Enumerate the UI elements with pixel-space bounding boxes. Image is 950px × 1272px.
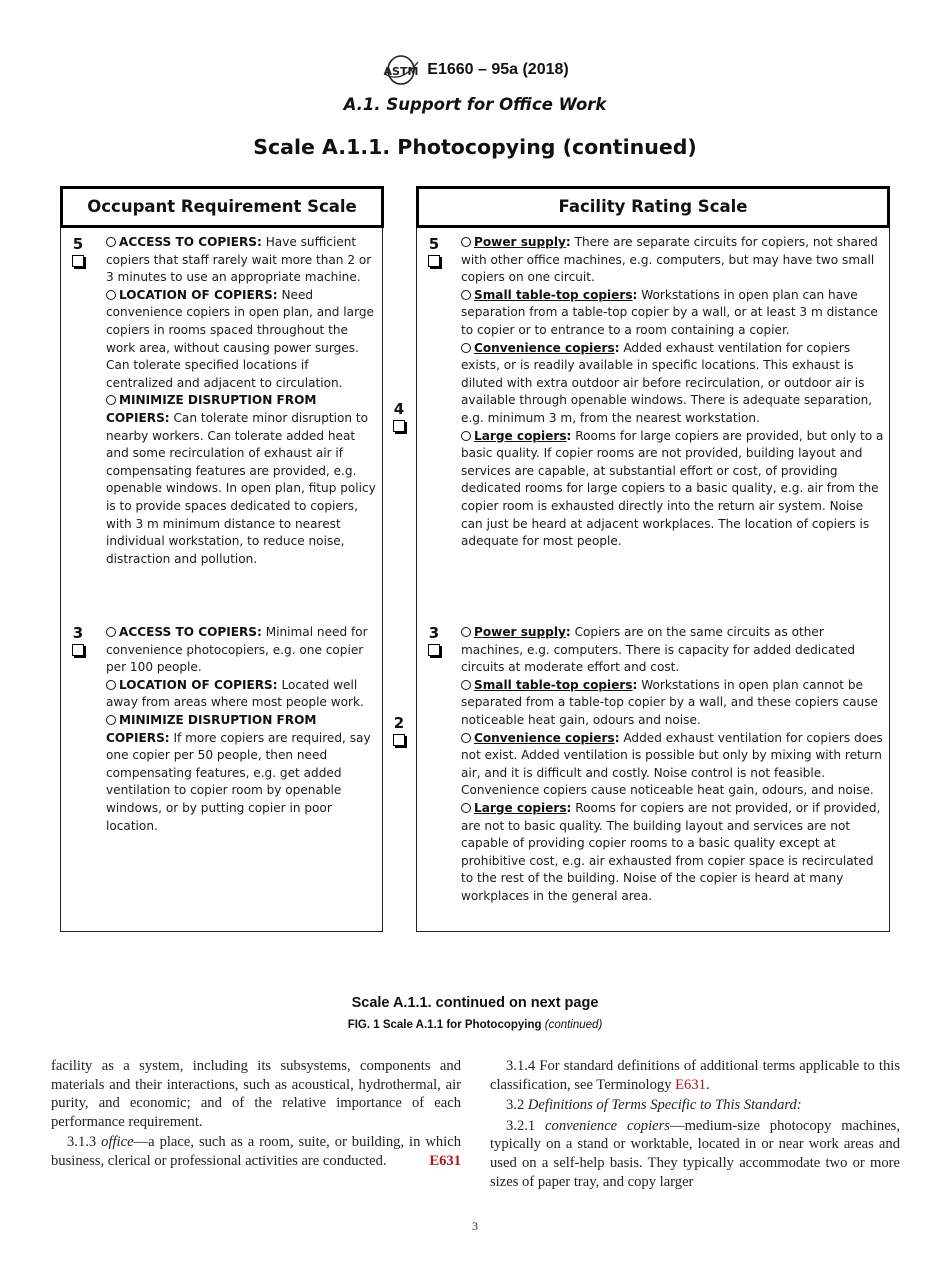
radio-circle-icon[interactable]	[461, 627, 471, 637]
occupant-rating-5: 5	[65, 236, 91, 267]
paragraph-3-2: 3.2 Definitions of Terms Specific to This Standard:	[506, 1097, 802, 1114]
radio-circle-icon[interactable]	[106, 395, 116, 405]
radio-circle-icon[interactable]	[106, 237, 116, 247]
radio-circle-icon[interactable]	[461, 803, 471, 813]
radio-circle-icon[interactable]	[461, 343, 471, 353]
occupant-level-3-text	[106, 624, 376, 835]
standard-id: E1660 – 95a (2018)	[427, 61, 569, 78]
paragraph-3-2-1: 3.2.1 convenience copiers—medium-size photocopy machines, typically on a stand or worktable, located in or near work areas and used on a self-help basis. They typically accommodate two or more sizes of paper tray, and copy larger	[490, 1117, 901, 1190]
facility-5-item-power: Power supply: There are separate circuits for copiers, not shared with other office machines, e.g. computers, but may have two small copiers on one circuit.	[461, 235, 878, 285]
continued-note: Scale A.1.1. continued on next page	[351, 995, 599, 1011]
facility-5-item-convenience: Convenience copiers: Added exhaust ventilation for copiers exists, or is readily available in specific locations. This exhaust is diluted with extra outdoor air before recirculation, or outdoor air is available through openable windows. There is adequate separation, e.g. minimum 3 m, from the nearest workstation.	[461, 340, 873, 425]
checkbox-icon[interactable]	[428, 255, 440, 267]
radio-circle-icon[interactable]	[106, 290, 116, 300]
radio-circle-icon[interactable]	[461, 290, 471, 300]
paragraph-facility-system: facility as a system, including its subsystems, components and materials and their interactions, such as acoustical, hydrothermal, air purity, and economic; and of the relative importance of each performance requirement.	[51, 1058, 461, 1130]
facility-5-item-large: Large copiers: Rooms for large copiers are provided, but only to a basic quality. If copier rooms are not provided, building layout and services are capable, at substantial effort or cost, of providing dedicated rooms for large copiers to a basic quality, e.g. air from the copier room is exhausted directly into the return air system. Noise can just be heard at adjacent workplaces. The location of copiers is adequate for most people.	[461, 428, 884, 549]
radio-circle-icon[interactable]	[106, 627, 116, 637]
occupant-5-item-location: LOCATION OF COPIERS: Need convenience copiers in open plan, and large copiers in rooms spaced throughout the work area, without causing power surges. Can tolerate specified locations if centralized and adjacent to circulation.	[106, 287, 374, 390]
occupant-5-item-disruption: MINIMIZE DISRUPTION FROM COPIERS: Can tolerate minor disruption to nearby workers. Can tolerate added heat and some recirculation of exhaust air if compensating features are provided, e.g. openable windows. In open plan, fitup policy is to provide spaces dedicated to copiers, with 3 m minimum distance to nearest individual workstation, to reduce noise, distraction and pollution.	[106, 393, 376, 566]
astm-logo-icon	[381, 54, 421, 86]
radio-circle-icon[interactable]	[106, 680, 116, 690]
radio-circle-icon[interactable]	[461, 733, 471, 743]
e631-terminology-link[interactable]: E631	[675, 1076, 706, 1093]
facility-rating-title: Facility Rating Scale	[416, 186, 890, 228]
page-number: 3	[472, 1219, 478, 1233]
checkbox-icon[interactable]	[393, 420, 405, 432]
occupant-3-item-location: LOCATION OF COPIERS: Located well away from areas where most people work.	[106, 677, 364, 710]
body-column-left	[51, 1057, 461, 1173]
occupant-3-item-disruption: MINIMIZE DISRUPTION FROM COPIERS: If more copiers are required, say one copier per 50 people, then need compensating features, e.g. get added ventilation to copier room by openable windows, or by putting copier in poor location.	[106, 712, 371, 833]
checkbox-icon[interactable]	[393, 734, 405, 746]
middle-rating-4: 4	[386, 401, 412, 432]
facility-5-item-tabletop: Small table-top copiers: Workstations in open plan can have separation from a table-top copier by a wall, or at least 3 m distance to copier or to entrance to a room containing a copier.	[461, 287, 878, 337]
paragraph-3-1-4: 3.1.4 For standard definitions of additional terms applicable to this classification, see Terminology E631.	[490, 1058, 900, 1093]
facility-3-item-convenience: Convenience copiers: Added exhaust ventilation for copiers does not exist. Added ventilation is possible but only by mixing with return air, and it is difficult and costly. Noise control is not feasible. Convenience copiers cause noticeable heat gain, odours, and noise.	[461, 730, 883, 798]
facility-level-3-text	[461, 624, 885, 906]
middle-rating-2: 2	[386, 715, 412, 746]
occupant-requirement-title: Occupant Requirement Scale	[60, 186, 384, 228]
facility-rating-5: 5	[421, 236, 447, 267]
scale-title: Scale A.1.1. Photocopying (continued)	[253, 135, 697, 159]
checkbox-icon[interactable]	[72, 255, 84, 267]
facility-3-item-power: Power supply: Copiers are on the same circuits as other machines, e.g. computers. There is capacity for added dedicated circuits at moderate effort and cost.	[461, 625, 856, 675]
svg-text:ASTM: ASTM	[383, 65, 419, 78]
paragraph-3-1-3: 3.1.3 office—a place, such as a room, suite, or building, in which business, clerical or professional activities are conducted. E631	[51, 1134, 461, 1169]
occupant-rating-3: 3	[65, 625, 91, 656]
body-column-right	[490, 1057, 900, 1193]
radio-circle-icon[interactable]	[106, 715, 116, 725]
facility-rating-3: 3	[421, 625, 447, 656]
radio-circle-icon[interactable]	[461, 431, 471, 441]
facility-3-item-tabletop: Small table-top copiers: Workstations in open plan cannot be separated from a table-top copier by a wall, and these copiers cause noticeable heat gain, odours and noise.	[461, 677, 878, 727]
section-heading: A.1. Support for Office Work	[343, 95, 607, 114]
facility-3-item-large: Large copiers: Rooms for copiers are not provided, or if provided, are not to basic quality. The building layout and services are not capable of providing copier rooms to a basic quality except at prohibitive cost, e.g. air exhausted from copier space is recirculated to the rest of the building. Noise of the copier is heard at many workplaces in the general area.	[461, 800, 881, 903]
occupant-3-item-access: ACCESS TO COPIERS: Minimal need for convenience photocopiers, e.g. one copier per 100 people.	[106, 625, 368, 675]
occupant-5-item-access: ACCESS TO COPIERS: Have sufficient copiers that staff rarely wait more than 2 or 3 minutes to use an appropriate machine.	[106, 235, 372, 285]
checkbox-icon[interactable]	[428, 644, 440, 656]
radio-circle-icon[interactable]	[461, 680, 471, 690]
facility-level-5-text	[461, 234, 885, 551]
e631-reference-link[interactable]: E631	[429, 1152, 461, 1169]
checkbox-icon[interactable]	[72, 644, 84, 656]
figure-caption: FIG. 1 Scale A.1.1 for Photocopying (continued)	[347, 1019, 603, 1031]
document-header	[0, 54, 950, 90]
radio-circle-icon[interactable]	[461, 237, 471, 247]
occupant-level-5-text	[106, 234, 376, 568]
